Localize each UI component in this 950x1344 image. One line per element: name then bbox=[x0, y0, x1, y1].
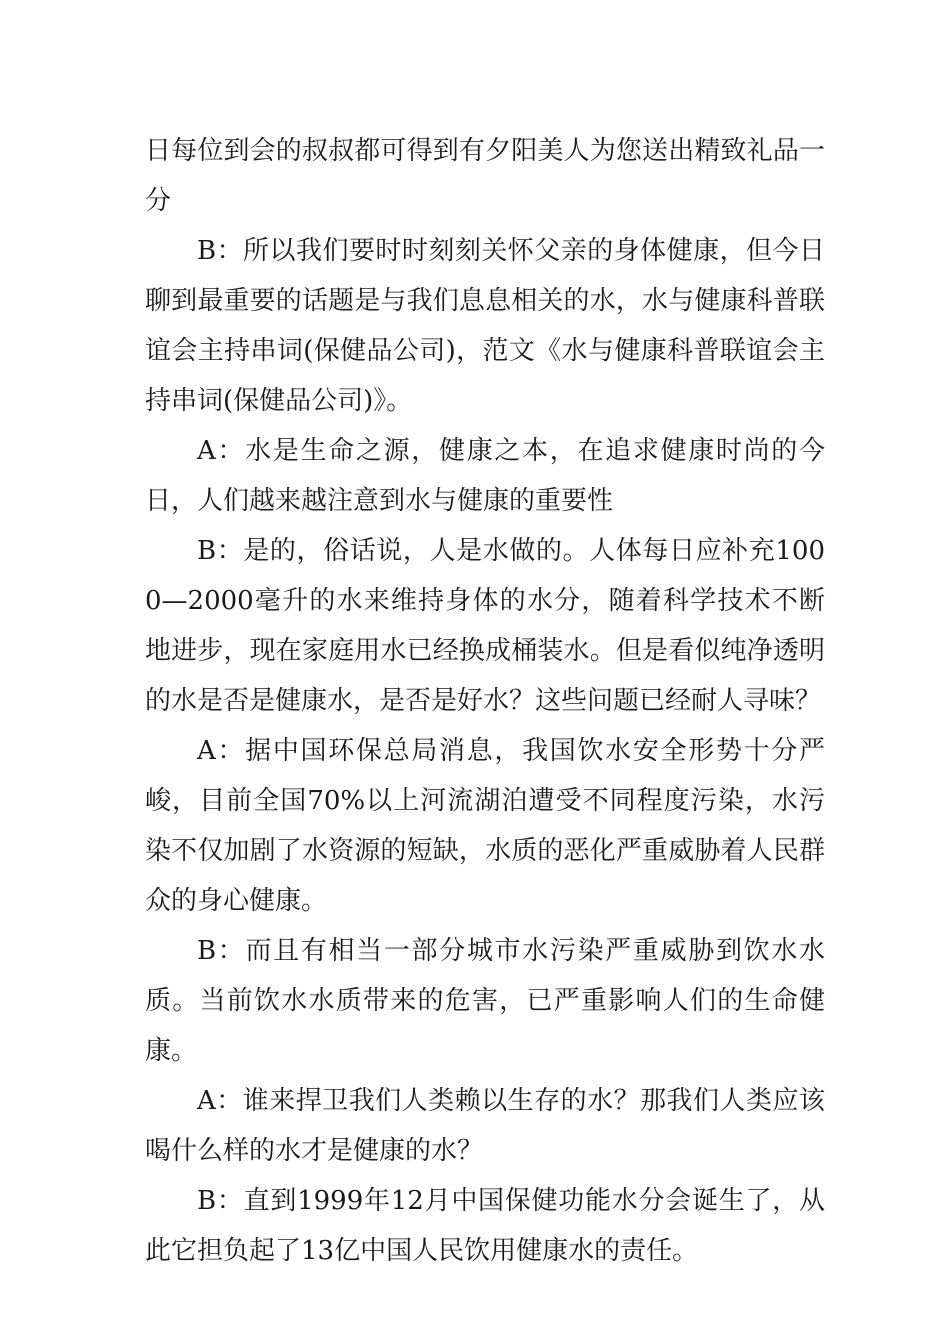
paragraph-b-1: B：所以我们要时时刻刻关怀父亲的身体健康，但今日聊到最重要的话题是与我们息息相关的水，水与健康科普联谊会主持串词(保健品公司)，范文《水与健康科普联谊会主持串词(保健品公司)》。 bbox=[145, 236, 825, 416]
paragraph-a-3: A：谁来捍卫我们人类赖以生存的水？那我们人类应该喝什么样的水才是健康的水？ bbox=[145, 1086, 825, 1166]
paragraph-b-4: B：直到1999年12月中国保健功能水分会诞生了，从此它担负起了13亿中国人民饮用健康水的责任。 bbox=[145, 1186, 825, 1266]
paragraph-continuation: 日每位到会的叔叔都可得到有夕阳美人为您送出精致礼品一分 bbox=[145, 136, 825, 216]
paragraph-b-2: B：是的，俗话说，人是水做的。人体每日应补充1000—2000毫升的水来维持身体的水分，随着科学技术不断地进步，现在家庭用水已经换成桶装水。但是看似纯净透明的水是否是健康水，是否是好水？这些问题已经耐人寻味？ bbox=[145, 536, 825, 716]
document-body bbox=[145, 126, 825, 1276]
paragraph-b-3: B：而且有相当一部分城市水污染严重威胁到饮水水质。当前饮水水质带来的危害，已严重影响人们的生命健康。 bbox=[145, 936, 825, 1066]
paragraph-a-1: A：水是生命之源，健康之本，在追求健康时尚的今日，人们越来越注意到水与健康的重要性 bbox=[145, 436, 825, 516]
paragraph-a-2: A：据中国环保总局消息，我国饮水安全形势十分严峻，目前全国70%以上河流湖泊遭受不同程度污染，水污染不仅加剧了水资源的短缺，水质的恶化严重威胁着人民群众的身心健康。 bbox=[145, 736, 825, 916]
